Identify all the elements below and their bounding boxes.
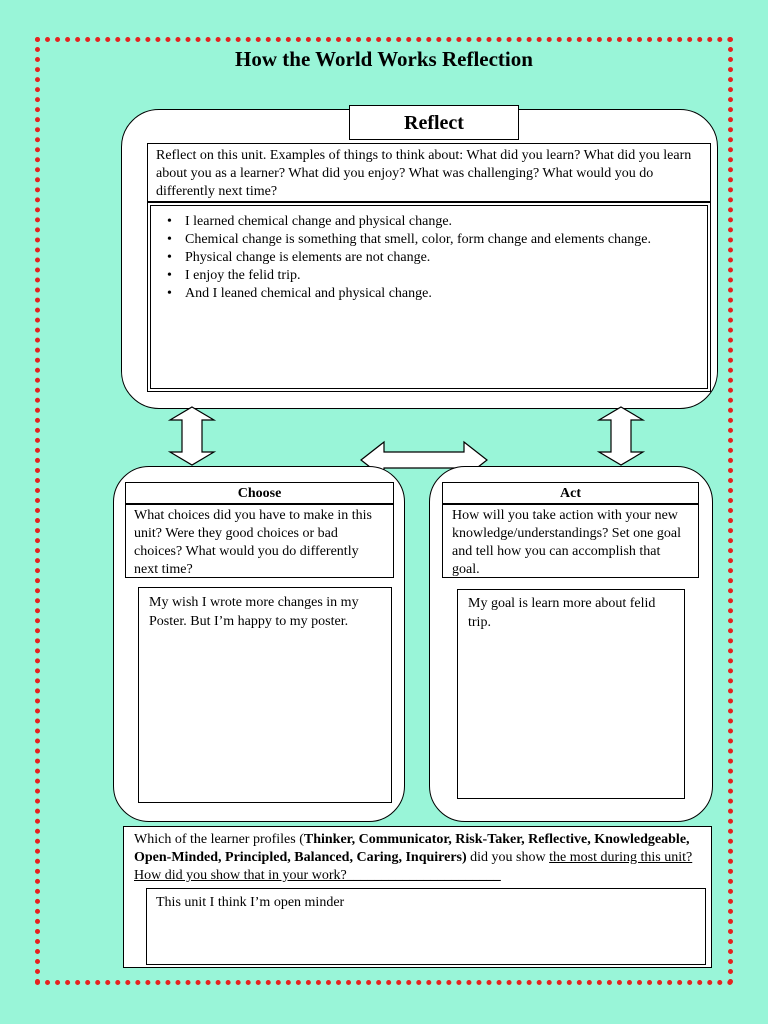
- reflect-answer-box[interactable]: [147, 202, 711, 392]
- page-title: How the World Works Reflection: [235, 47, 533, 71]
- profiles-suffix: did you show: [466, 850, 550, 865]
- choose-answer-box[interactable]: My wish I wrote more changes in my Poster. But I’m happy to my poster.: [138, 587, 392, 803]
- reflect-bullet: • I enjoy the felid trip.: [157, 267, 701, 285]
- profiles-answer-box[interactable]: This unit I think I’m open minder: [146, 888, 706, 965]
- reflect-prompt: Reflect on this unit. Examples of things to think about: What did you learn? What did you learn about you as a learner? What did you enjoy? What was challenging? What would you do differently next time?: [147, 143, 711, 202]
- profiles-list: Thinker, Communicator, Risk-Taker, Reflective, Knowledgeable, Open-Minded, Principled, Balanced, Caring, Inquirers): [134, 832, 690, 865]
- act-heading: Act: [442, 482, 699, 504]
- profiles-underlined: the most during this unit? How did you show that in your work?______________________: [134, 850, 693, 883]
- reflect-bullet: • I learned chemical change and physical change.: [157, 213, 701, 231]
- profiles-prompt: [134, 831, 704, 885]
- reflect-bullet: • Physical change is elements are not change.: [157, 249, 701, 267]
- left-vertical-arrow-icon: [168, 406, 216, 466]
- choose-heading: Choose: [125, 482, 394, 504]
- right-vertical-arrow-icon: [597, 406, 645, 466]
- act-prompt: How will you take action with your new knowledge/understandings? Set one goal and tell how you can accomplish that goal.: [442, 504, 699, 578]
- profiles-prefix: Which of the learner profiles (: [134, 832, 304, 847]
- choose-prompt: What choices did you have to make in this unit? Were they good choices or bad choices? What would you do differently next time?: [125, 504, 394, 578]
- reflect-bullet-list: [157, 213, 701, 303]
- act-answer-box[interactable]: My goal is learn more about felid trip.: [457, 589, 685, 799]
- reflect-heading: Reflect: [349, 105, 519, 140]
- reflect-bullet: • And I leaned chemical and physical change.: [157, 285, 701, 303]
- reflect-bullet: • Chemical change is something that smell, color, form change and elements change.: [157, 231, 701, 249]
